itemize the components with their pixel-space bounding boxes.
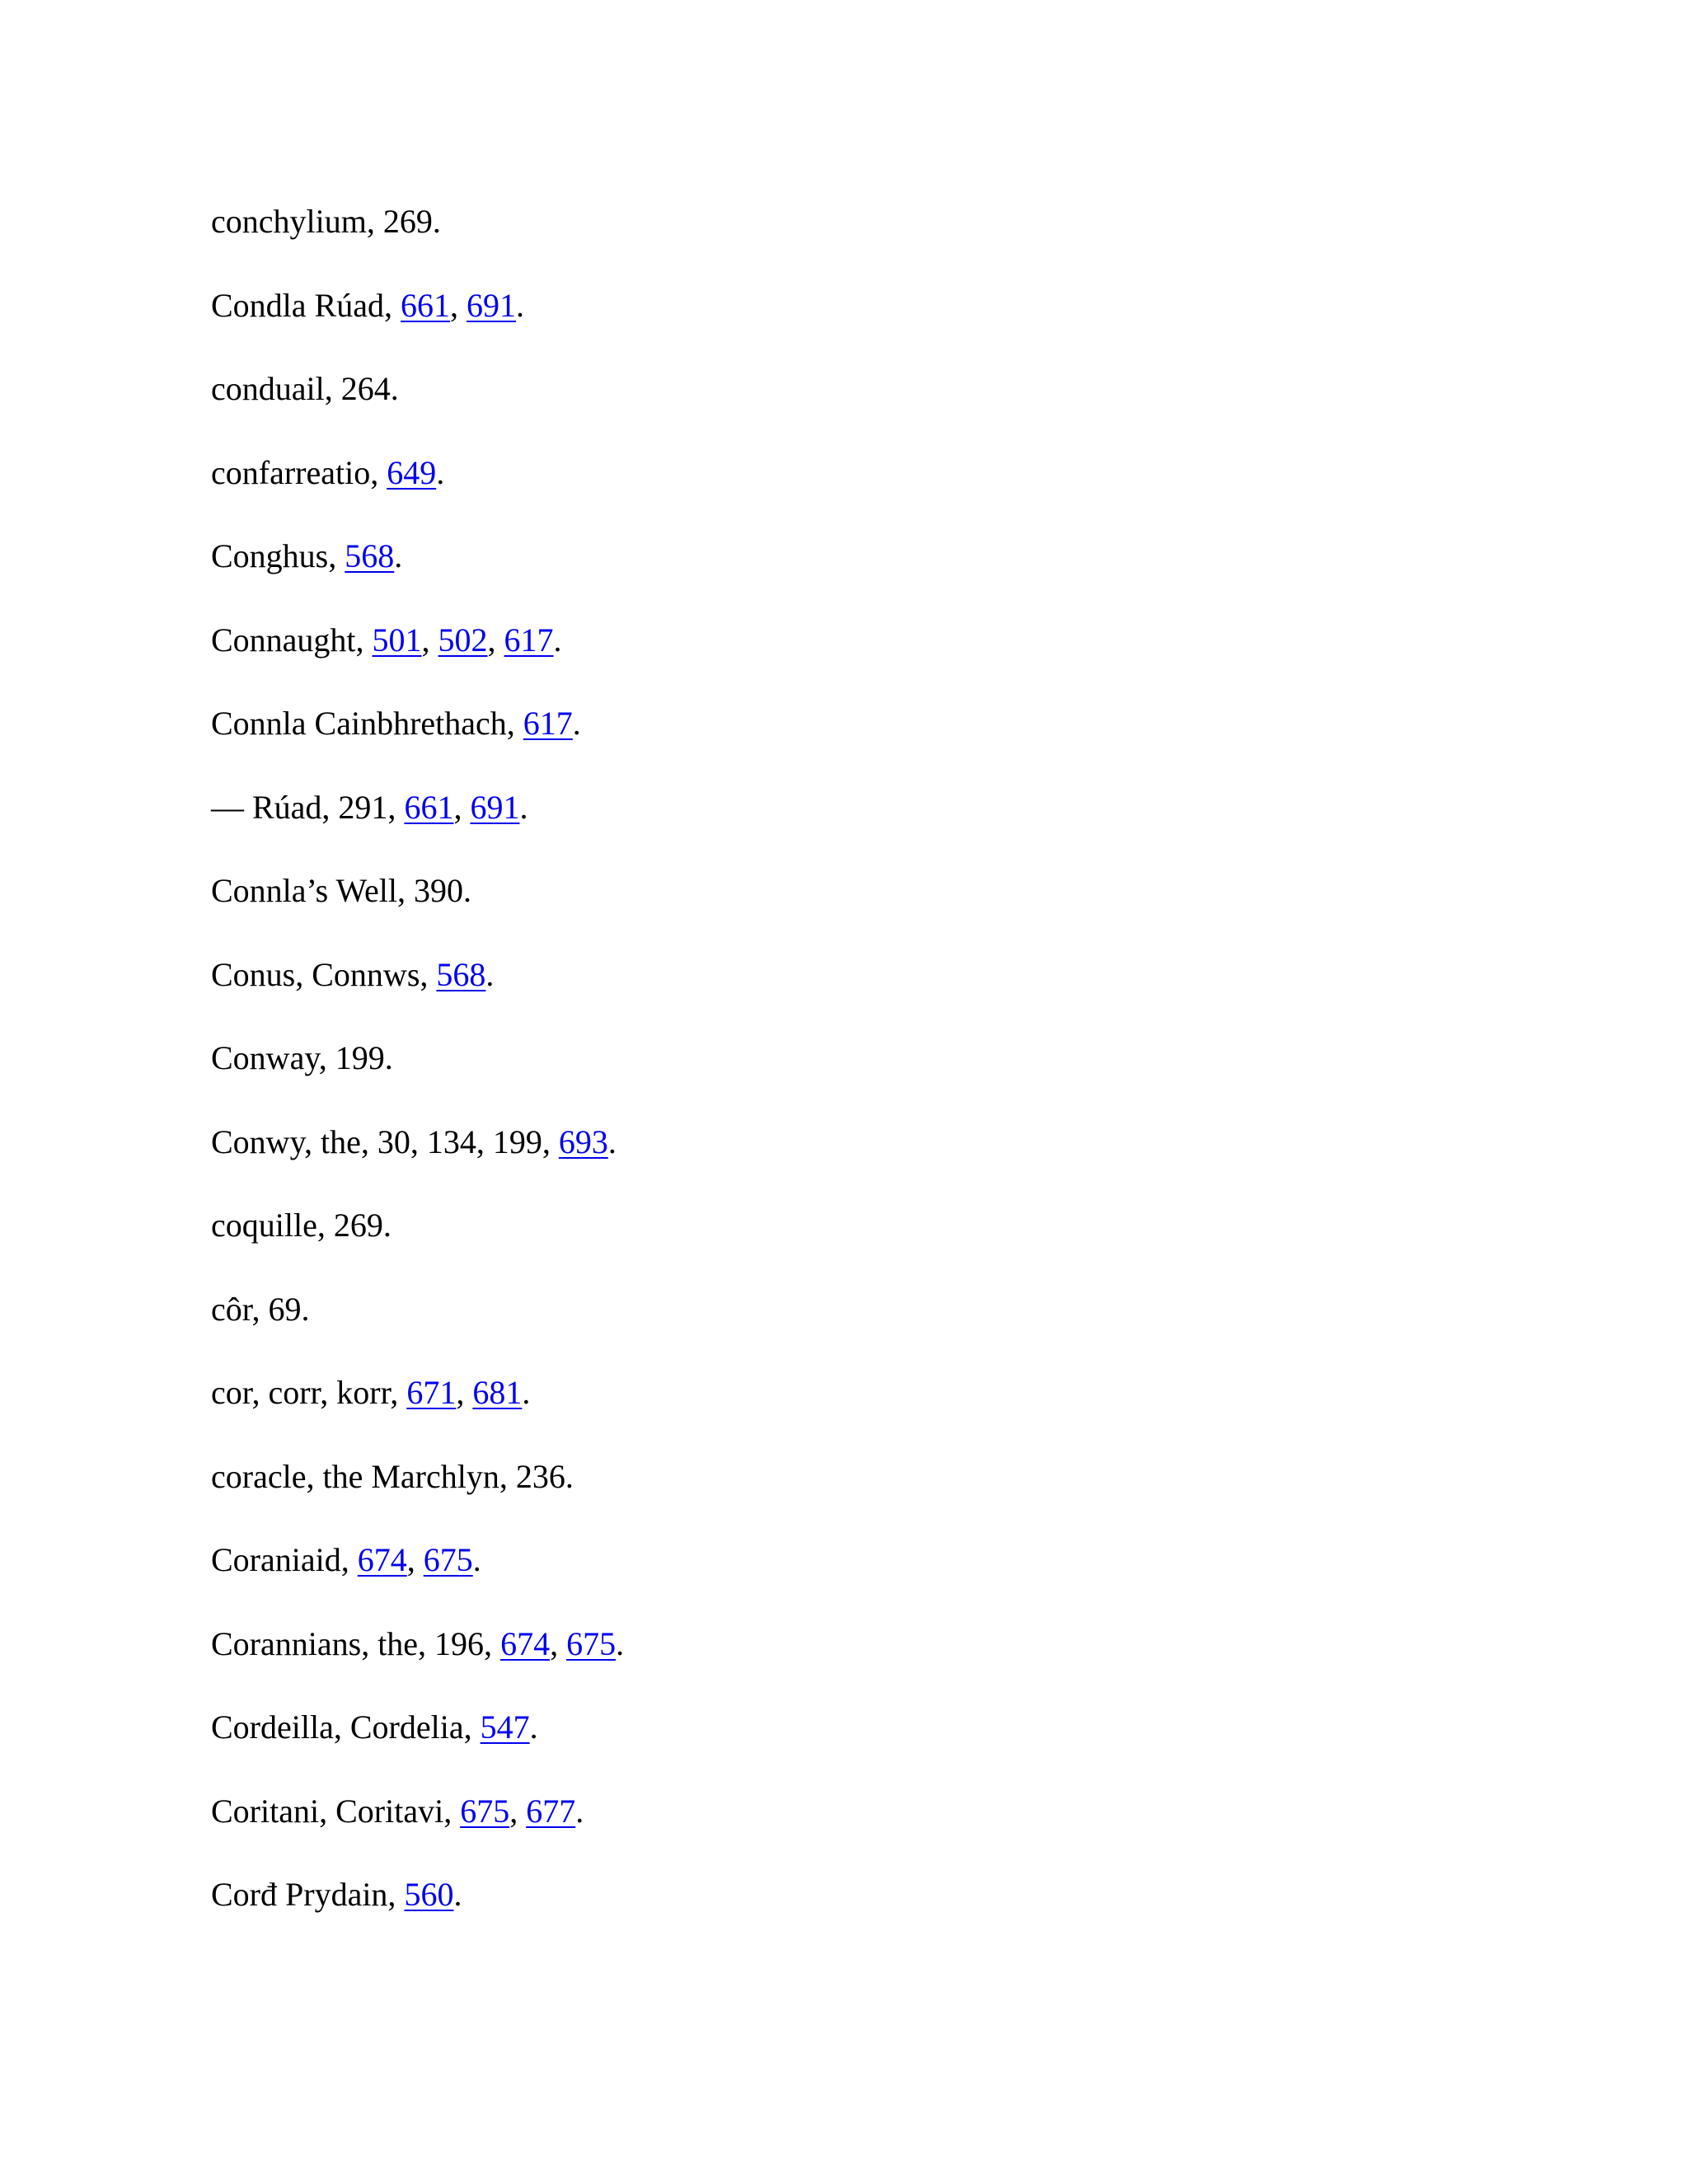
page-link[interactable]: 547 bbox=[480, 1708, 530, 1746]
entry-text: Corannians, the, 196, bbox=[211, 1624, 501, 1662]
page-link[interactable]: 677 bbox=[526, 1792, 576, 1830]
index-entry bbox=[211, 783, 624, 867]
link-separator: , bbox=[456, 1374, 473, 1411]
page-link[interactable]: 617 bbox=[504, 621, 554, 658]
entry-text: confarreatio, bbox=[211, 453, 387, 491]
index-entry bbox=[211, 1870, 624, 1954]
page-link[interactable]: 691 bbox=[470, 788, 520, 826]
page-link[interactable]: 560 bbox=[404, 1876, 454, 1913]
page-link[interactable]: 649 bbox=[387, 453, 437, 491]
index-entry bbox=[211, 1619, 624, 1704]
entry-text: Conus, Connws, bbox=[211, 955, 437, 993]
entry-text: Condla Rúad, bbox=[211, 286, 401, 324]
link-separator: , bbox=[421, 621, 438, 658]
index-entry bbox=[211, 1368, 624, 1452]
entry-terminator: . bbox=[519, 788, 528, 826]
entry-text: cor, corr, korr, bbox=[211, 1374, 407, 1411]
page-link[interactable]: 674 bbox=[357, 1541, 407, 1578]
entry-terminator: . bbox=[607, 1122, 617, 1160]
link-separator: , bbox=[449, 286, 467, 324]
index-entry bbox=[211, 950, 624, 1034]
index-entry bbox=[211, 1535, 624, 1619]
page-link[interactable]: 501 bbox=[372, 621, 422, 658]
entry-text: conduail, 264. bbox=[211, 370, 399, 407]
page-link[interactable]: 617 bbox=[523, 705, 573, 742]
entry-text: Conghus, bbox=[211, 537, 345, 574]
page-link[interactable]: 675 bbox=[460, 1792, 510, 1830]
index-entry bbox=[211, 1285, 624, 1369]
link-separator: , bbox=[509, 1792, 527, 1830]
index-entry bbox=[211, 1703, 624, 1787]
page-link[interactable]: 691 bbox=[466, 286, 516, 324]
link-separator: , bbox=[487, 621, 504, 658]
index-entry bbox=[211, 1452, 624, 1536]
page-link[interactable]: 568 bbox=[345, 537, 395, 574]
index-entry bbox=[211, 197, 624, 281]
index-entry bbox=[211, 699, 624, 783]
entry-terminator: . bbox=[485, 955, 495, 993]
entry-terminator: . bbox=[616, 1624, 625, 1662]
index-entry bbox=[211, 448, 624, 532]
page-link[interactable]: 502 bbox=[438, 621, 488, 658]
index-entry bbox=[211, 1201, 624, 1285]
index-entry bbox=[211, 866, 624, 950]
entry-terminator: . bbox=[394, 537, 403, 574]
index-entry bbox=[211, 532, 624, 616]
entry-text: coracle, the Marchlyn, 236. bbox=[211, 1457, 574, 1495]
entry-text: Cordeilla, Cordelia, bbox=[211, 1708, 481, 1746]
page-link[interactable]: 674 bbox=[500, 1624, 551, 1662]
entry-terminator: . bbox=[515, 286, 524, 324]
entry-text: côr, 69. bbox=[211, 1290, 310, 1328]
entry-text: coquille, 269. bbox=[211, 1207, 392, 1244]
page-link[interactable]: 661 bbox=[404, 788, 454, 826]
entry-text: Coritani, Coritavi, bbox=[211, 1792, 461, 1830]
entry-terminator: . bbox=[522, 1374, 531, 1411]
index-entry bbox=[211, 1118, 624, 1202]
link-separator: , bbox=[550, 1624, 567, 1662]
entry-text: Connaught, bbox=[211, 621, 373, 658]
entry-text: Corđ Prydain, bbox=[211, 1876, 405, 1913]
page-link[interactable]: 675 bbox=[566, 1624, 617, 1662]
link-separator: , bbox=[453, 788, 471, 826]
index-list bbox=[211, 197, 624, 1954]
entry-text: — Rúad, 291, bbox=[211, 788, 405, 826]
page-link[interactable]: 675 bbox=[423, 1541, 473, 1578]
entry-text: Connla Cainbhrethach, bbox=[211, 705, 523, 742]
page-link[interactable]: 661 bbox=[400, 286, 450, 324]
index-entry bbox=[211, 281, 624, 365]
entry-terminator: . bbox=[529, 1708, 538, 1746]
entry-text: Coraniaid, bbox=[211, 1541, 358, 1578]
index-entry bbox=[211, 1033, 624, 1118]
index-entry bbox=[211, 364, 624, 448]
entry-text: conchylium, 269. bbox=[211, 203, 441, 240]
page-link[interactable]: 681 bbox=[472, 1374, 523, 1411]
page-link[interactable]: 693 bbox=[558, 1122, 608, 1160]
page-link[interactable]: 568 bbox=[436, 955, 486, 993]
entry-terminator: . bbox=[553, 621, 562, 658]
entry-text: Conway, 199. bbox=[211, 1039, 393, 1076]
index-entry bbox=[211, 616, 624, 700]
index-entry bbox=[211, 1787, 624, 1871]
entry-terminator: . bbox=[575, 1792, 584, 1830]
entry-text: Connla’s Well, 390. bbox=[211, 872, 472, 909]
link-separator: , bbox=[406, 1541, 424, 1578]
entry-terminator: . bbox=[453, 1876, 462, 1913]
entry-text: Conwy, the, 30, 134, 199, bbox=[211, 1122, 559, 1160]
entry-terminator: . bbox=[436, 453, 445, 491]
page-link[interactable]: 671 bbox=[406, 1374, 457, 1411]
entry-terminator: . bbox=[572, 705, 581, 742]
entry-terminator: . bbox=[472, 1541, 481, 1578]
